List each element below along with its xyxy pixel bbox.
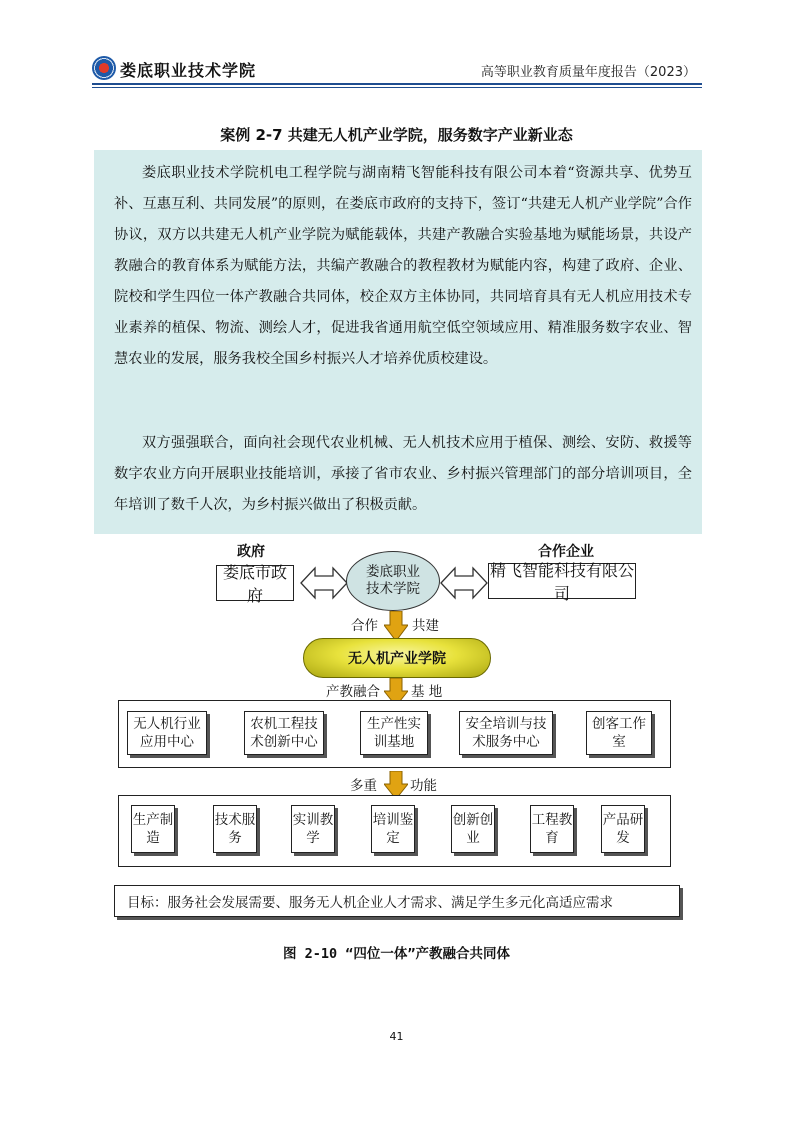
- function-item: 技术服务: [213, 805, 257, 853]
- arrow2-left-label: 产教融合: [326, 684, 380, 700]
- function-item: 培训鉴定: [371, 805, 415, 853]
- base-item: 无人机行业应用中心: [127, 711, 207, 755]
- page-header: [92, 50, 702, 86]
- enterprise-label: 合作企业: [538, 544, 594, 560]
- gov-label: 政府: [237, 544, 265, 560]
- arrow3-right-label: 功能: [410, 778, 437, 794]
- header-rule-thin: [92, 87, 702, 88]
- down-arrow-icon: [384, 611, 408, 641]
- school-name-diagram: 娄底职业技术学院: [366, 564, 420, 597]
- function-item: 产品研发: [601, 805, 645, 853]
- base-item: 农机工程技术创新中心: [244, 711, 324, 755]
- arrow2-right-label: 基 地: [411, 684, 443, 700]
- school-logo-icon: [92, 56, 116, 80]
- company-box: 精飞智能科技有限公司: [489, 561, 634, 603]
- case-paragraph-1: 娄底职业技术学院机电工程学院与湖南精飞智能科技有限公司本着“资源共享、优势互补、互惠互利、共同发展”的原则，在娄底市政府的支持下，签订“共建无人机产业学院”合作协议，双方以共建无人机产业学院为赋能载体，共建产教融合实验基地为赋能场景，共设产教融合的教育体系为赋能方法，共编产教融合的教程教材为赋能内容，构建了政府、企业、院校和学生四位一体产教融合共同体，校企双方主体协同，共同培育具有无人机应用技术专业素养的植保、物流、测绘人才，促进我省通用航空低空领域应用、精准服务数字农业、智慧农业的发展，服务我校全国乡村振兴人才培养优质校建设。: [114, 165, 692, 367]
- page-number: 41: [389, 1030, 404, 1043]
- report-title: 高等职业教育质量年度报告（2023）: [480, 65, 696, 80]
- school-name: 娄底职业技术学院: [120, 61, 257, 80]
- case-text-box: [94, 150, 702, 534]
- double-arrow-right-icon: [440, 566, 488, 600]
- industry-college-pill: 无人机产业学院: [303, 638, 491, 678]
- header-rule: [92, 83, 702, 85]
- case-paragraph-2: 双方强强联合，面向社会现代农业机械、无人机技术应用于植保、测绘、安防、救援等数字农业方向开展职业技能培训，承接了省市农业、乡村振兴管理部门的部分培训项目，全年培训了数千人次，为乡村振兴做出了积极贡献。: [114, 435, 692, 513]
- gov-box: 娄底市政府: [216, 565, 294, 601]
- school-ellipse: [346, 551, 440, 611]
- case-title: 案例 2-7 共建无人机产业学院，服务数字产业新业态: [220, 126, 573, 144]
- base-item: 安全培训与技术服务中心: [459, 711, 553, 755]
- arrow1-right-label: 共建: [412, 618, 439, 634]
- double-arrow-left-icon: [300, 566, 348, 600]
- function-item: 创新创业: [451, 805, 495, 853]
- base-item: 生产性实训基地: [360, 711, 428, 755]
- arrow3-left-label: 多重: [350, 778, 377, 794]
- function-item: 生产制造: [131, 805, 175, 853]
- function-item: 实训教学: [291, 805, 335, 853]
- base-item: 创客工作室: [586, 711, 652, 755]
- arrow1-left-label: 合作: [351, 618, 378, 634]
- goal-box: 目标：服务社会发展需要、服务无人机企业人才需求、满足学生多元化高适应需求: [114, 885, 680, 917]
- figure-caption: 图 2-10 “四位一体”产教融合共同体: [282, 946, 511, 962]
- function-item: 工程教育: [530, 805, 574, 853]
